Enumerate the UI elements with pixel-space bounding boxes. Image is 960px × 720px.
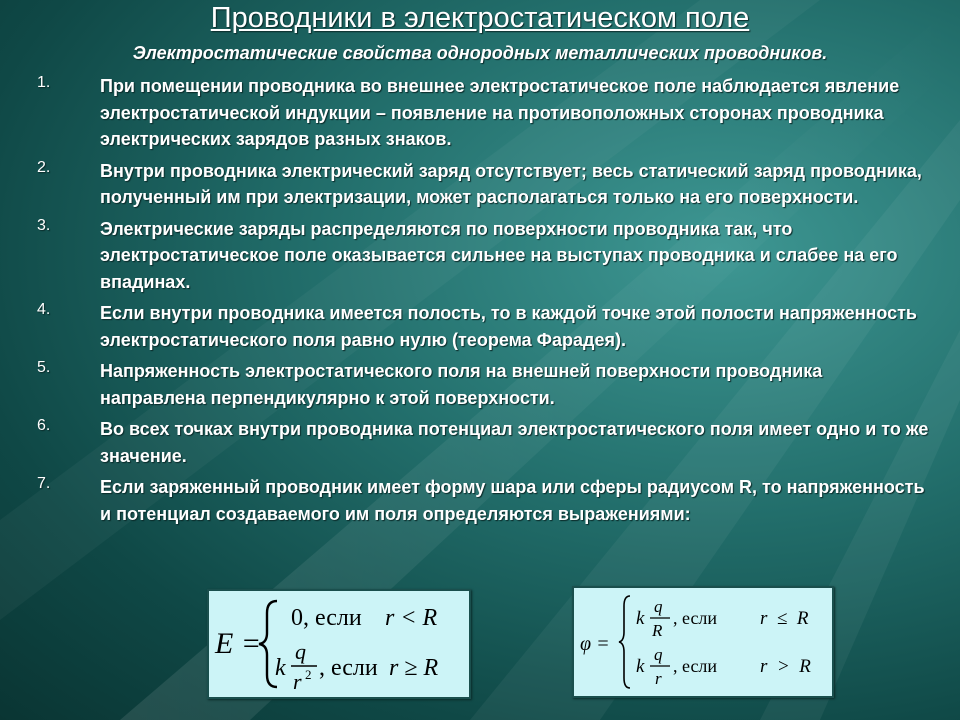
list-item-text: Во всех точках внутри проводника потенциал электростатического поля имеет одно и то же значение. bbox=[100, 419, 929, 466]
page-subtitle: Электростатические свойства однородных металлических проводников. bbox=[132, 43, 828, 63]
formula-e-lhs: E = bbox=[215, 627, 262, 660]
list-item-number: 3. bbox=[37, 216, 51, 234]
properties-list bbox=[0, 73, 960, 532]
formula-e-case2-numerator: q bbox=[295, 639, 306, 664]
list-item bbox=[0, 474, 960, 527]
formula-e-case2-k: k bbox=[275, 655, 286, 681]
formula-phi-case2-k: k bbox=[636, 656, 645, 677]
formula-phi-case1-denominator: R bbox=[652, 621, 663, 640]
page-title: Проводники в электростатическом поле bbox=[210, 2, 750, 34]
formula-phi-case1-condition: r ≤ R bbox=[760, 608, 809, 629]
list-item-text: При помещении проводника во внешнее электростатическое поле наблюдается явление электростатической индукции – появление на противоположных сторонах проводника электрических зарядов разных знаков. bbox=[100, 76, 900, 149]
list-item-text: Напряженность электростатического поля на внешней поверхности проводника направлена перпендикулярно к этой поверхности. bbox=[100, 361, 823, 408]
list-item bbox=[0, 358, 960, 411]
list-item-text: Внутри проводника электрический заряд отсутствует; весь статический заряд проводника, полученный им при электризации, может располагаться только на его поверхности. bbox=[100, 160, 922, 207]
list-item-text: Если заряженный проводник имеет форму шара или сферы радиусом R, то напряженность и потенциал создаваемого им поля определяются выражениями: bbox=[100, 477, 925, 524]
formula-phi-lhs: φ = bbox=[580, 633, 610, 655]
list-item-number: 5. bbox=[37, 359, 51, 376]
list-item-number: 6. bbox=[37, 417, 51, 434]
list-item-text: Если внутри проводника имеется полость, то в каждой точке этой полости напряженность электростатического поля равно нулю (теорема Фарадея). bbox=[100, 303, 917, 350]
list-item-number: 7. bbox=[37, 475, 51, 492]
formula-phi-case1-numerator: q bbox=[654, 597, 663, 616]
formula-e-case2-exponent: 2 bbox=[305, 667, 312, 682]
formula-e-case2-tail: , если bbox=[319, 655, 378, 681]
formula-e-case2-denominator: r bbox=[293, 669, 302, 694]
formula-phi-case2-condition: r > R bbox=[760, 656, 811, 677]
brace-icon bbox=[619, 596, 630, 688]
list-item-text: Электрические заряды распределяются по поверхности проводника так, что электростатическое поле оказывается сильнее на выступах проводника и слабее на его впадинах. bbox=[100, 218, 898, 292]
formula-phi-case1-tail: , если bbox=[673, 608, 718, 628]
formula-field-strength bbox=[207, 589, 471, 699]
list-item-number: 1. bbox=[37, 74, 51, 91]
formula-potential bbox=[572, 586, 834, 698]
list-item-number: 4. bbox=[37, 301, 51, 318]
list-item bbox=[0, 300, 960, 353]
formula-e-case2-condition: r ≥ R bbox=[389, 655, 439, 681]
list-item-number: 2. bbox=[37, 158, 51, 176]
list-item bbox=[0, 216, 960, 296]
formula-phi-case1-k: k bbox=[636, 608, 645, 629]
formula-e-case1-value: 0, если bbox=[291, 605, 362, 631]
formula-e-case1-condition: r < R bbox=[385, 605, 438, 631]
list-item bbox=[0, 73, 960, 153]
formula-phi-case2-tail: , если bbox=[673, 656, 718, 676]
formula-phi-case2-denominator: r bbox=[655, 669, 662, 688]
list-item bbox=[0, 158, 960, 211]
formula-phi-case2-numerator: q bbox=[654, 645, 663, 664]
list-item bbox=[0, 416, 960, 469]
